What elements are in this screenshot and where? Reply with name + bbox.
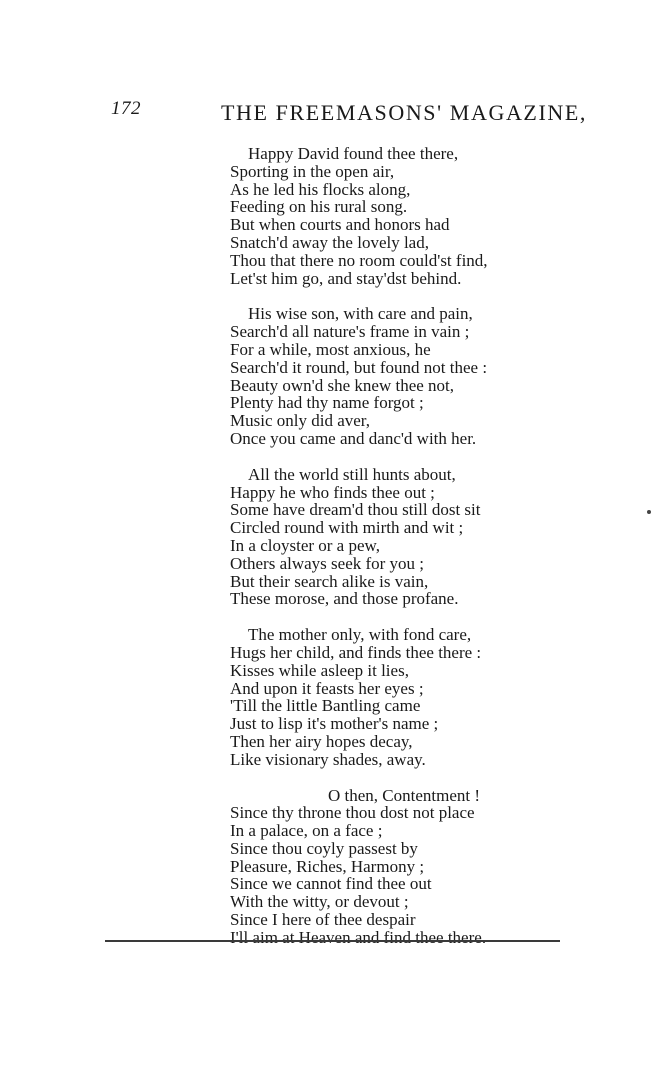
poem-line: Since thy throne thou dost not place xyxy=(230,803,475,823)
poem-line: Search'd it round, but found not thee : xyxy=(230,357,488,377)
poem-line: For a while, most anxious, he xyxy=(230,339,431,359)
poem-line: These morose, and those profane. xyxy=(230,589,459,609)
poem-line: Since we cannot find thee out xyxy=(230,874,432,894)
poem-line: Plenty had thy name forgot ; xyxy=(230,393,424,413)
poem-line: Search'd all nature's frame in vain ; xyxy=(230,322,470,342)
poem-line: Kisses while asleep it lies, xyxy=(230,660,409,680)
poem-line: 'Till the little Bantling came xyxy=(230,696,421,716)
bottom-rule xyxy=(105,940,560,942)
poem-line: O then, Contentment ! xyxy=(328,785,481,805)
poem-line: All the world still hunts about, xyxy=(248,464,456,484)
poem-line: But when courts and honors had xyxy=(230,215,450,235)
poem-line: With the witty, or devout ; xyxy=(230,892,409,912)
poem-line: His wise son, with care and pain, xyxy=(248,304,473,324)
poem-line: Feeding on his rural song. xyxy=(230,197,408,217)
poem-line: Beauty own'd she knew thee not, xyxy=(230,375,455,395)
poem xyxy=(230,145,590,947)
poem-line: Hugs her child, and finds thee there : xyxy=(230,642,482,662)
poem-line: Music only did aver, xyxy=(230,411,371,431)
poem-line: Thou that there no room could'st find, xyxy=(230,250,488,270)
poem-line: Pleasure, Riches, Harmony ; xyxy=(230,856,425,876)
poem-line: Let'st him go, and stay'dst behind. xyxy=(230,268,462,288)
poem-line: Others always seek for you ; xyxy=(230,553,425,573)
poem-line: Sporting in the open air, xyxy=(230,161,395,181)
poem-line: Since I here of thee despair xyxy=(230,910,416,930)
poem-line: Some have dream'd thou still dost sit xyxy=(230,500,481,520)
poem-line: Once you came and danc'd with her. xyxy=(230,428,477,448)
page-number: 172 xyxy=(111,98,141,119)
poem-line: I'll aim at Heaven and find thee there. xyxy=(230,927,487,947)
poem-line: The mother only, with fond care, xyxy=(248,625,472,645)
poem-line: Just to lisp it's mother's name ; xyxy=(230,714,439,734)
stanza-3 xyxy=(230,466,590,608)
stanza-4 xyxy=(230,626,590,768)
poem-line: In a cloyster or a pew, xyxy=(230,535,380,555)
poem-line: Circled round with mirth and wit ; xyxy=(230,518,464,538)
poem-line: Snatch'd away the lovely lad, xyxy=(230,232,429,252)
poem-line: As he led his flocks along, xyxy=(230,179,411,199)
poem-line: And upon it feasts her eyes ; xyxy=(230,678,424,698)
poem-line: Then her airy hopes decay, xyxy=(230,731,413,751)
poem-line: In a palace, on a face ; xyxy=(230,821,383,841)
ink-speck xyxy=(647,510,651,514)
stanza-1 xyxy=(230,145,590,287)
stanza-2 xyxy=(230,305,590,447)
running-title: THE FREEMASONS' MAGAZINE, xyxy=(221,100,588,125)
poem-line: Like visionary shades, away. xyxy=(230,749,426,769)
poem-line: Since thou coyly passest by xyxy=(230,838,418,858)
poem-line: Happy David found thee there, xyxy=(248,144,459,163)
stanza-5 xyxy=(230,787,590,947)
poem-line: Happy he who finds thee out ; xyxy=(230,482,435,502)
poem-line: But their search alike is vain, xyxy=(230,571,429,591)
